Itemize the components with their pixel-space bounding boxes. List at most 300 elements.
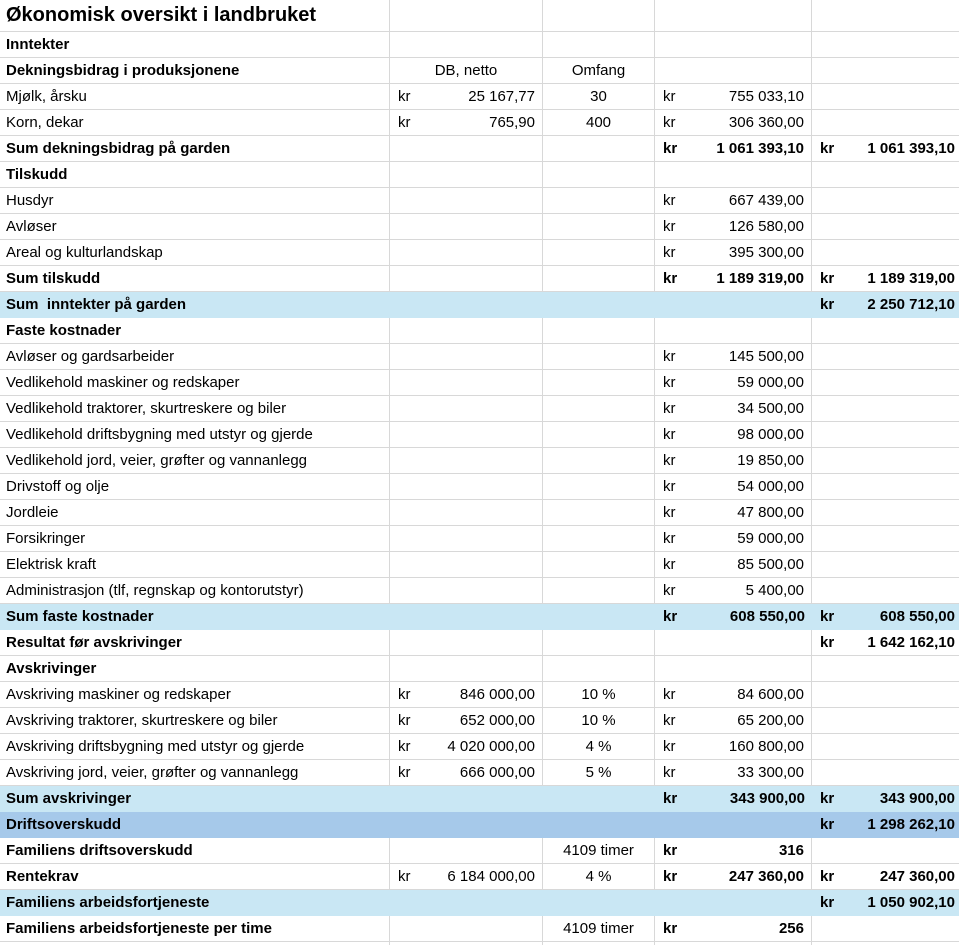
- cell-amount: 6 184 000,00: [447, 868, 535, 885]
- cell-db-netto[interactable]: [390, 32, 543, 58]
- cell-total[interactable]: [812, 578, 959, 604]
- cell-omfang[interactable]: [543, 292, 655, 318]
- cell-amount: 54 000,00: [737, 478, 804, 495]
- currency-symbol: kr: [663, 582, 676, 599]
- cell-omfang[interactable]: [543, 864, 655, 890]
- cell-total[interactable]: [812, 58, 959, 84]
- cell-omfang[interactable]: [543, 578, 655, 604]
- cell-total[interactable]: [812, 682, 959, 708]
- cell-amount: 25 167,77: [468, 88, 535, 105]
- cell-omfang[interactable]: [543, 838, 655, 864]
- cell-value[interactable]: [655, 838, 812, 864]
- cell-omfang[interactable]: [543, 474, 655, 500]
- cell-total[interactable]: [812, 760, 959, 786]
- currency-symbol: kr: [663, 348, 676, 365]
- table-row: [0, 266, 959, 292]
- cell-db-netto[interactable]: [390, 708, 543, 734]
- currency-symbol: kr: [663, 842, 678, 859]
- row-label: Familiens driftsoverskudd: [6, 842, 193, 859]
- cell-label[interactable]: [0, 448, 390, 474]
- cell-total[interactable]: [812, 708, 959, 734]
- currency-symbol: kr: [820, 634, 835, 651]
- row-label: Mjølk, årsku: [6, 88, 87, 105]
- cell-amount: 846 000,00: [459, 686, 535, 703]
- currency-symbol: kr: [820, 296, 835, 313]
- cell-value[interactable]: [655, 448, 812, 474]
- cell-db-netto[interactable]: [390, 630, 543, 656]
- cell-label[interactable]: [0, 344, 390, 370]
- currency-symbol: kr: [820, 270, 835, 287]
- cell-total[interactable]: [812, 344, 959, 370]
- cell-omfang[interactable]: [543, 84, 655, 110]
- currency-symbol: kr: [663, 504, 676, 521]
- cell-label[interactable]: [0, 552, 390, 578]
- cell-amount: 160 800,00: [728, 738, 804, 755]
- cell-omfang[interactable]: [543, 162, 655, 188]
- cell-amount: 608 550,00: [879, 608, 955, 625]
- cell-label[interactable]: [0, 578, 390, 604]
- currency-symbol: kr: [398, 88, 411, 105]
- cell-label[interactable]: [0, 760, 390, 786]
- table-row: [0, 864, 959, 890]
- cell-value[interactable]: [655, 708, 812, 734]
- cell-amount: 652 000,00: [459, 712, 535, 729]
- cell-value[interactable]: [655, 396, 812, 422]
- cell-total[interactable]: [812, 604, 959, 630]
- cell-label[interactable]: [0, 396, 390, 422]
- cell-omfang[interactable]: [543, 812, 655, 838]
- cell-value[interactable]: [655, 136, 812, 162]
- cell-text: Omfang: [571, 62, 626, 79]
- row-label: Vedlikehold maskiner og redskaper: [6, 374, 240, 391]
- cell-omfang[interactable]: [543, 916, 655, 942]
- cell-value[interactable]: [655, 656, 812, 682]
- cell-db-netto[interactable]: [390, 474, 543, 500]
- row-label: Faste kostnader: [6, 322, 122, 339]
- row-label: Dekningsbidrag i produksjonene: [6, 62, 240, 79]
- cell-db-netto[interactable]: [390, 864, 543, 890]
- cell-label[interactable]: [0, 630, 390, 656]
- cell-total[interactable]: [812, 162, 959, 188]
- cell-omfang[interactable]: [543, 422, 655, 448]
- cell-label[interactable]: [0, 188, 390, 214]
- cell-label[interactable]: [0, 708, 390, 734]
- row-label: Vedlikehold driftsbygning med utstyr og gjerde: [6, 426, 313, 443]
- row-label: Sum inntekter på garden: [6, 296, 187, 313]
- row-label: Sum faste kostnader: [6, 608, 154, 625]
- cell-value[interactable]: [655, 760, 812, 786]
- currency-symbol: kr: [663, 192, 676, 209]
- cell-amount: 1 061 393,10: [716, 140, 804, 157]
- cell-omfang[interactable]: [543, 552, 655, 578]
- cell-db-netto[interactable]: [390, 448, 543, 474]
- currency-symbol: kr: [820, 140, 835, 157]
- cell-value[interactable]: [655, 578, 812, 604]
- cell-value[interactable]: [655, 0, 812, 32]
- cell-db-netto[interactable]: [390, 734, 543, 760]
- cell-amount: 343 900,00: [879, 790, 955, 807]
- cell-db-netto[interactable]: [390, 214, 543, 240]
- row-label: Resultat før avskrivinger: [6, 634, 182, 651]
- cell-amount: 667 439,00: [728, 192, 804, 209]
- cell-amount: 19 850,00: [737, 452, 804, 469]
- row-label: Drivstoff og olje: [6, 478, 110, 495]
- cell-total[interactable]: [812, 84, 959, 110]
- cell-db-netto[interactable]: [390, 292, 543, 318]
- cell-text: DB, netto: [434, 62, 498, 79]
- table-row: [0, 240, 959, 266]
- cell-omfang[interactable]: [543, 890, 655, 916]
- cell-total[interactable]: [812, 110, 959, 136]
- cell-db-netto[interactable]: [390, 604, 543, 630]
- cell-db-netto[interactable]: [390, 786, 543, 812]
- cell-db-netto[interactable]: [390, 344, 543, 370]
- cell-value[interactable]: [655, 526, 812, 552]
- row-label: Inntekter: [6, 36, 70, 53]
- cell-omfang[interactable]: [543, 708, 655, 734]
- cell-db-netto[interactable]: [390, 916, 543, 942]
- cell-value[interactable]: [655, 552, 812, 578]
- row-label: Rentekrav: [6, 868, 79, 885]
- cell-label[interactable]: [0, 812, 390, 838]
- cell-label[interactable]: [0, 0, 390, 32]
- table-row: [0, 58, 959, 84]
- cell-total[interactable]: [812, 214, 959, 240]
- table-row: [0, 500, 959, 526]
- cell-db-netto[interactable]: [390, 110, 543, 136]
- cell-value[interactable]: [655, 812, 812, 838]
- cell-label[interactable]: [0, 864, 390, 890]
- row-label: Elektrisk kraft: [6, 556, 97, 573]
- cell-omfang[interactable]: [543, 500, 655, 526]
- currency-symbol: kr: [663, 868, 678, 885]
- cell-total[interactable]: [812, 266, 959, 292]
- table-row: [0, 682, 959, 708]
- cell-amount: 98 000,00: [737, 426, 804, 443]
- cell-total[interactable]: [812, 838, 959, 864]
- cell-value[interactable]: [655, 890, 812, 916]
- table-row: [0, 838, 959, 864]
- cell-label[interactable]: [0, 422, 390, 448]
- cell-value[interactable]: [655, 916, 812, 942]
- cell-total[interactable]: [812, 32, 959, 58]
- row-label: Tilskudd: [6, 166, 68, 183]
- cell-value[interactable]: [655, 500, 812, 526]
- cell-text: 30: [590, 88, 607, 105]
- table-row: [0, 630, 959, 656]
- cell-db-netto[interactable]: [390, 162, 543, 188]
- cell-omfang[interactable]: [543, 656, 655, 682]
- cell-amount: 1 061 393,10: [867, 140, 955, 157]
- cell-amount: 84 600,00: [737, 686, 804, 703]
- cell-omfang[interactable]: [543, 370, 655, 396]
- currency-symbol: kr: [398, 712, 411, 729]
- cell-value[interactable]: [655, 58, 812, 84]
- cell-db-netto[interactable]: [390, 838, 543, 864]
- table-row: [0, 578, 959, 604]
- cell-label[interactable]: [0, 110, 390, 136]
- cell-total[interactable]: [812, 422, 959, 448]
- table-row: [0, 214, 959, 240]
- currency-symbol: kr: [820, 868, 835, 885]
- cell-omfang[interactable]: [543, 344, 655, 370]
- sheet-title: Økonomisk oversikt i landbruket: [6, 4, 317, 26]
- table-row: [0, 760, 959, 786]
- currency-symbol: kr: [820, 790, 835, 807]
- cell-label[interactable]: [0, 734, 390, 760]
- cell-total[interactable]: [812, 630, 959, 656]
- table-row: [0, 318, 959, 344]
- cell-db-netto[interactable]: [390, 422, 543, 448]
- table-row: [0, 812, 959, 838]
- cell-db-netto[interactable]: [390, 682, 543, 708]
- cell-omfang[interactable]: [543, 266, 655, 292]
- table-row: [0, 162, 959, 188]
- row-label: Vedlikehold traktorer, skurtreskere og biler: [6, 400, 287, 417]
- currency-symbol: kr: [398, 764, 411, 781]
- cell-total[interactable]: [812, 656, 959, 682]
- cell-value[interactable]: [655, 370, 812, 396]
- cell-total[interactable]: [812, 916, 959, 942]
- cell-label[interactable]: [0, 500, 390, 526]
- cell-omfang[interactable]: [543, 240, 655, 266]
- cell-value[interactable]: [655, 864, 812, 890]
- cell-db-netto[interactable]: [390, 526, 543, 552]
- table-row: [0, 84, 959, 110]
- table-row: [0, 396, 959, 422]
- cell-total[interactable]: [812, 318, 959, 344]
- cell-omfang[interactable]: [543, 110, 655, 136]
- currency-symbol: kr: [663, 686, 676, 703]
- cell-omfang[interactable]: [543, 734, 655, 760]
- currency-symbol: kr: [398, 868, 411, 885]
- cell-label[interactable]: [0, 786, 390, 812]
- row-label: Vedlikehold jord, veier, grøfter og vannanlegg: [6, 452, 308, 469]
- cell-value[interactable]: [655, 786, 812, 812]
- cell-total[interactable]: [812, 292, 959, 318]
- row-label: Avskriving maskiner og redskaper: [6, 686, 231, 703]
- cell-total[interactable]: [812, 240, 959, 266]
- cell-value[interactable]: [655, 474, 812, 500]
- cell-amount: 59 000,00: [737, 530, 804, 547]
- cell-value[interactable]: [655, 604, 812, 630]
- cell-omfang[interactable]: [543, 214, 655, 240]
- table-row: [0, 708, 959, 734]
- cell-db-netto[interactable]: [390, 318, 543, 344]
- cell-label[interactable]: [0, 656, 390, 682]
- cell-amount: 256: [778, 920, 804, 937]
- cell-label[interactable]: [0, 214, 390, 240]
- cell-amount: 65 200,00: [737, 712, 804, 729]
- cell-text: 10 %: [581, 686, 616, 703]
- table-row: [0, 448, 959, 474]
- table-row: [0, 188, 959, 214]
- table-row: [0, 656, 959, 682]
- cell-value[interactable]: [655, 734, 812, 760]
- row-label: Administrasjon (tlf, regnskap og kontorutstyr): [6, 582, 304, 599]
- cell-value[interactable]: [655, 214, 812, 240]
- cell-total[interactable]: [812, 890, 959, 916]
- cell-amount: 33 300,00: [737, 764, 804, 781]
- cell-amount: 5 400,00: [745, 582, 804, 599]
- currency-symbol: kr: [663, 374, 676, 391]
- cell-value[interactable]: [655, 682, 812, 708]
- currency-symbol: kr: [398, 738, 411, 755]
- table-row: [0, 370, 959, 396]
- cell-db-netto[interactable]: [390, 136, 543, 162]
- cell-db-netto[interactable]: [390, 552, 543, 578]
- cell-label[interactable]: [0, 136, 390, 162]
- cell-db-netto[interactable]: [390, 500, 543, 526]
- cell-total[interactable]: [812, 396, 959, 422]
- cell-amount: 59 000,00: [737, 374, 804, 391]
- cell-omfang[interactable]: [543, 58, 655, 84]
- row-label: Forsikringer: [6, 530, 86, 547]
- cell-omfang[interactable]: [543, 448, 655, 474]
- cell-omfang[interactable]: [543, 0, 655, 32]
- cell-db-netto[interactable]: [390, 266, 543, 292]
- cell-db-netto[interactable]: [390, 760, 543, 786]
- cell-label[interactable]: [0, 526, 390, 552]
- row-label: Avløser og gardsarbeider: [6, 348, 175, 365]
- row-label: Avskrivinger: [6, 660, 97, 677]
- cell-amount: 247 360,00: [728, 868, 804, 885]
- currency-symbol: kr: [663, 218, 676, 235]
- cell-label[interactable]: [0, 84, 390, 110]
- cell-omfang[interactable]: [543, 630, 655, 656]
- table-row: [0, 890, 959, 916]
- currency-symbol: kr: [663, 114, 676, 131]
- table-row: [0, 916, 959, 942]
- table-row: [0, 526, 959, 552]
- cell-db-netto[interactable]: [390, 84, 543, 110]
- cell-amount: 395 300,00: [728, 244, 804, 261]
- cell-omfang[interactable]: [543, 396, 655, 422]
- cell-value[interactable]: [655, 110, 812, 136]
- currency-symbol: kr: [663, 88, 676, 105]
- table-row: [0, 604, 959, 630]
- row-label: Avløser: [6, 218, 57, 235]
- cell-label[interactable]: [0, 604, 390, 630]
- currency-symbol: kr: [398, 114, 411, 131]
- cell-value[interactable]: [655, 32, 812, 58]
- cell-total[interactable]: [812, 864, 959, 890]
- cell-omfang[interactable]: [543, 188, 655, 214]
- cell-omfang[interactable]: [543, 32, 655, 58]
- cell-db-netto[interactable]: [390, 370, 543, 396]
- cell-amount: 666 000,00: [459, 764, 535, 781]
- cell-omfang[interactable]: [543, 604, 655, 630]
- title-row: [0, 0, 959, 32]
- cell-db-netto[interactable]: [390, 396, 543, 422]
- cell-label[interactable]: [0, 838, 390, 864]
- cell-value[interactable]: [655, 344, 812, 370]
- cell-amount: 2 250 712,10: [867, 296, 955, 313]
- cell-value[interactable]: [655, 630, 812, 656]
- cell-amount: 316: [778, 842, 804, 859]
- cell-total[interactable]: [812, 188, 959, 214]
- cell-total[interactable]: [812, 370, 959, 396]
- table-row: [0, 292, 959, 318]
- currency-symbol: kr: [663, 608, 678, 625]
- cell-value[interactable]: [655, 318, 812, 344]
- cell-omfang[interactable]: [543, 786, 655, 812]
- cell-amount: 47 800,00: [737, 504, 804, 521]
- cell-omfang[interactable]: [543, 136, 655, 162]
- cell-label[interactable]: [0, 266, 390, 292]
- table-row: [0, 32, 959, 58]
- row-label: Familiens arbeidsfortjeneste: [6, 894, 210, 911]
- cell-value[interactable]: [655, 162, 812, 188]
- cell-db-netto[interactable]: [390, 890, 543, 916]
- table-row: [0, 344, 959, 370]
- cell-amount: 1 189 319,00: [867, 270, 955, 287]
- row-label: Driftsoverskudd: [6, 816, 122, 833]
- cell-omfang[interactable]: [543, 682, 655, 708]
- currency-symbol: kr: [663, 244, 676, 261]
- cell-db-netto[interactable]: [390, 656, 543, 682]
- cell-label[interactable]: [0, 474, 390, 500]
- cell-db-netto[interactable]: [390, 0, 543, 32]
- cell-label[interactable]: [0, 240, 390, 266]
- cell-amount: 765,90: [489, 114, 535, 131]
- cell-db-netto[interactable]: [390, 58, 543, 84]
- cell-label[interactable]: [0, 162, 390, 188]
- cell-total[interactable]: [812, 136, 959, 162]
- cell-total[interactable]: [812, 448, 959, 474]
- cell-text: 5 %: [585, 764, 612, 781]
- cell-total[interactable]: [812, 500, 959, 526]
- currency-symbol: kr: [820, 608, 835, 625]
- cell-value[interactable]: [655, 84, 812, 110]
- cell-db-netto[interactable]: [390, 240, 543, 266]
- cell-total[interactable]: [812, 734, 959, 760]
- currency-symbol: kr: [663, 270, 678, 287]
- cell-omfang[interactable]: [543, 760, 655, 786]
- row-label: Husdyr: [6, 192, 54, 209]
- currency-symbol: kr: [663, 452, 676, 469]
- cell-label[interactable]: [0, 292, 390, 318]
- cell-label[interactable]: [0, 32, 390, 58]
- cell-total[interactable]: [812, 786, 959, 812]
- cell-total[interactable]: [812, 0, 959, 32]
- cell-value[interactable]: [655, 188, 812, 214]
- table-row: [0, 786, 959, 812]
- cell-label[interactable]: [0, 318, 390, 344]
- row-label: Areal og kulturlandskap: [6, 244, 163, 261]
- cell-label[interactable]: [0, 890, 390, 916]
- cell-db-netto[interactable]: [390, 578, 543, 604]
- cell-value[interactable]: [655, 266, 812, 292]
- cell-total[interactable]: [812, 474, 959, 500]
- cell-value[interactable]: [655, 240, 812, 266]
- cell-omfang[interactable]: [543, 526, 655, 552]
- cell-value[interactable]: [655, 422, 812, 448]
- cell-omfang[interactable]: [543, 318, 655, 344]
- cell-total[interactable]: [812, 552, 959, 578]
- cell-label[interactable]: [0, 58, 390, 84]
- cell-value[interactable]: [655, 292, 812, 318]
- cell-label[interactable]: [0, 370, 390, 396]
- cell-label[interactable]: [0, 682, 390, 708]
- cell-db-netto[interactable]: [390, 188, 543, 214]
- cell-label[interactable]: [0, 916, 390, 942]
- cell-amount: 126 580,00: [728, 218, 804, 235]
- cell-total[interactable]: [812, 812, 959, 838]
- cell-total[interactable]: [812, 526, 959, 552]
- cell-amount: 1 642 162,10: [867, 634, 955, 651]
- cell-db-netto[interactable]: [390, 812, 543, 838]
